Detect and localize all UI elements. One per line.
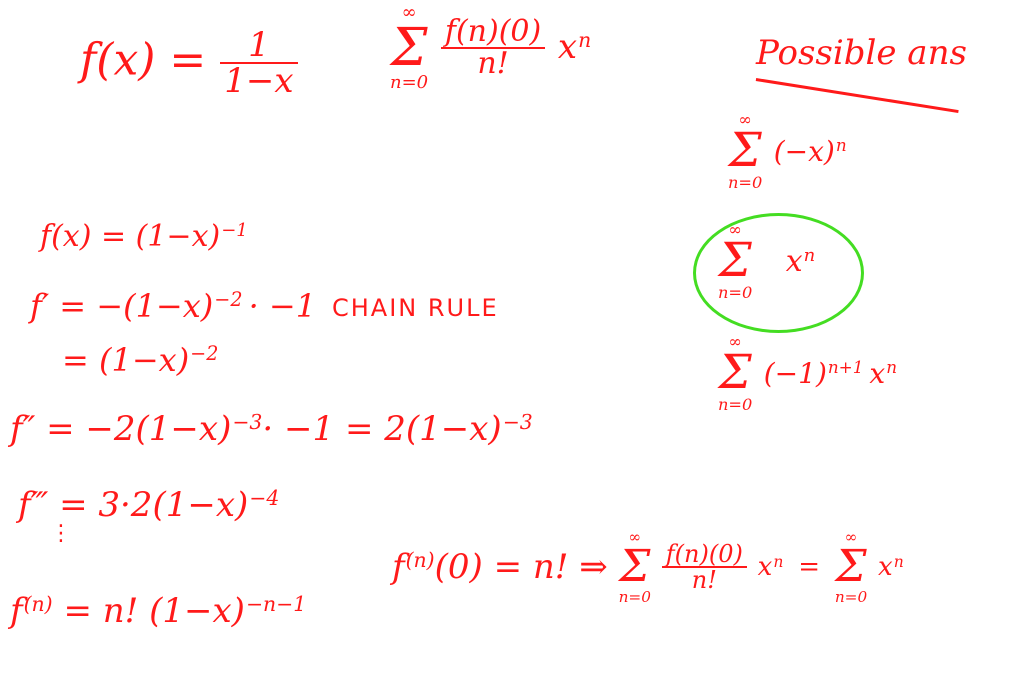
maclaurin-series-general bbox=[390, 4, 591, 92]
option1-sum: ∞ Σ n=0 bbox=[728, 110, 763, 192]
option3-term: $(-1)^{n+1}$ $x^n$ bbox=[763, 356, 898, 390]
conclusion-sum-2: ∞ Σ n=0 bbox=[834, 528, 868, 606]
series-term-power: $x^n$ bbox=[557, 27, 592, 67]
derivation-line-4: $f'' = -2(1-x)^{-3}\cdot -1 = 2(1-x)^{-3}$ bbox=[10, 409, 533, 449]
derivation-line-1: $f(x) = (1-x)^{-1}$ bbox=[40, 219, 248, 254]
series-sum bbox=[390, 4, 428, 92]
series-term-fraction bbox=[441, 14, 545, 81]
answer-option-1 bbox=[728, 112, 847, 191]
sum-upper-limit: ∞ bbox=[401, 2, 417, 23]
conclusion-term-power: $x^n$ bbox=[757, 552, 784, 583]
option2-sum: ∞ Σ n=0 bbox=[718, 220, 753, 302]
conclusion-lhs: $f^{(n)}(0) = n$! ⇒ bbox=[392, 547, 608, 588]
function-lhs: f(x) = bbox=[80, 34, 221, 86]
derivation-line-5: f‴ = $3\cdot 2(1-x)^{-4}$ bbox=[18, 485, 280, 525]
function-denominator: 1−x bbox=[220, 62, 297, 98]
conclusion-result: $x^n$ bbox=[878, 552, 904, 583]
chain-rule-label: CHAIN RULE bbox=[332, 294, 499, 322]
title-underline bbox=[756, 78, 959, 113]
conclusion-sum: ∞ Σ n=0 bbox=[618, 528, 651, 606]
answer-option-2 bbox=[718, 222, 815, 301]
answer-option-3 bbox=[718, 334, 897, 413]
vertical-ellipsis: ⋮ bbox=[50, 521, 72, 546]
conclusion-equals: = bbox=[798, 552, 820, 583]
series-term-denominator: n! bbox=[441, 47, 545, 79]
function-numerator: 1 bbox=[248, 25, 270, 65]
derivation-line-2: $f' = -(1-x)^{-2} \cdot -1$ bbox=[30, 287, 317, 325]
conclusion-term-fraction: $\frac{f(n)(0)}{n!}$ bbox=[662, 542, 747, 592]
derivation-line-3: = $(1-x)^{-2}$ bbox=[62, 341, 219, 379]
derivation-line-6: $f^{(n)} = n$! $(1-x)^{-n-1}$ bbox=[10, 591, 307, 631]
option2-term: $x^n$ bbox=[785, 243, 816, 279]
function-fraction bbox=[220, 25, 297, 101]
possible-answers-title: Possible ans bbox=[756, 33, 967, 73]
function-definition bbox=[80, 25, 298, 101]
sigma-symbol: Σ bbox=[390, 18, 428, 78]
conclusion-line bbox=[392, 530, 904, 605]
option1-term: $(-x)^n$ bbox=[773, 134, 847, 168]
sum-lower-limit: n=0 bbox=[390, 72, 429, 93]
series-term-numerator: f(n)(0) bbox=[444, 14, 542, 49]
option3-sum: ∞ Σ n=0 bbox=[718, 332, 753, 414]
